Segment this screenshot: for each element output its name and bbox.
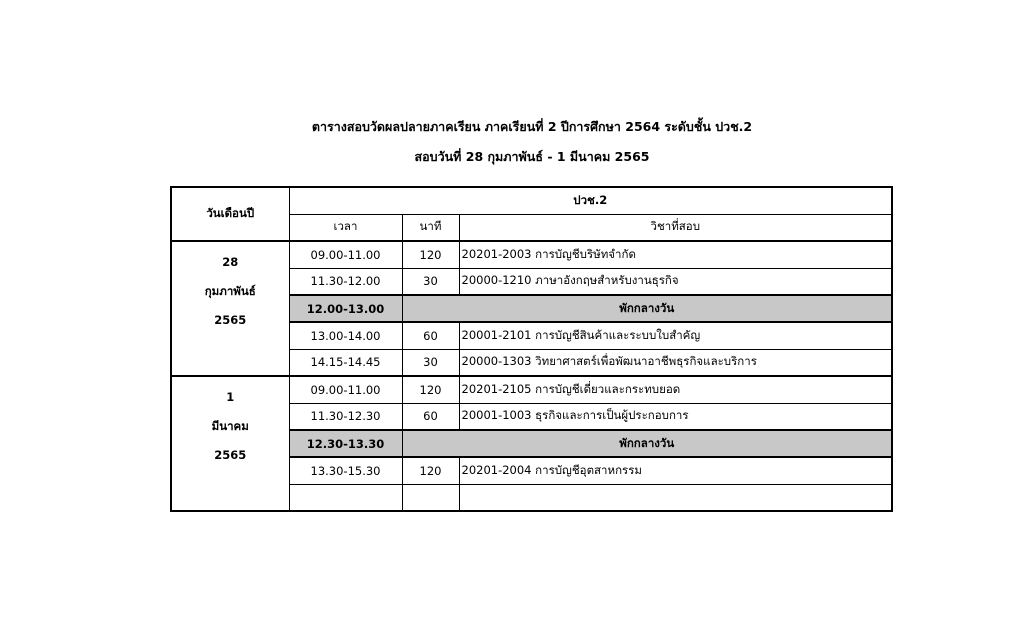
header-level: ปวช.2: [289, 187, 892, 214]
time-cell: 14.15-14.45: [289, 349, 402, 376]
date-year: 2565: [214, 448, 247, 462]
date-month: กุมภาพันธ์: [204, 284, 256, 298]
break-time-cell: 12.00-13.00: [289, 295, 402, 322]
time-cell: 11.30-12.30: [289, 403, 402, 430]
table-row: [171, 241, 892, 268]
time-cell: 09.00-11.00: [289, 376, 402, 403]
header-subject: วิชาที่สอบ: [459, 214, 892, 241]
subject-cell: 20000-1303 วิทยาศาสตร์เพื่อพัฒนาอาชีพธุรกิจและบริการ: [459, 349, 892, 376]
subject-cell: 20201-2105 การบัญชีเดี่ยวและกระทบยอด: [459, 376, 892, 403]
date-day: 1: [226, 390, 235, 404]
date-day: 28: [222, 255, 239, 269]
subject-cell: 20000-1210 ภาษาอังกฤษสำหรับงานธุรกิจ: [459, 268, 892, 295]
minutes-cell: 30: [402, 268, 459, 295]
minutes-cell: 30: [402, 349, 459, 376]
table-header-row-1: [171, 187, 892, 214]
subject-cell: 20001-1003 ธุรกิจและการเป็นผู้ประกอบการ: [459, 403, 892, 430]
document-title: ตารางสอบวัดผลปลายภาคเรียน ภาคเรียนที่ 2 ปีการศึกษา 2564 ระดับชั้น ปวช.2: [311, 119, 753, 134]
time-cell: 11.30-12.00: [289, 268, 402, 295]
break-time-cell: 12.30-13.30: [289, 430, 402, 457]
exam-schedule-table: [170, 186, 893, 512]
header-time: เวลา: [289, 214, 402, 241]
header-date: วันเดือนปี: [171, 187, 289, 241]
minutes-cell: 60: [402, 322, 459, 349]
minutes-cell: 120: [402, 241, 459, 268]
break-label-cell: พักกลางวัน: [402, 295, 892, 322]
document-subtitle: สอบวันที่ 28 กุมภาพันธ์ - 1 มีนาคม 2565: [414, 149, 650, 164]
time-cell: 13.30-15.30: [289, 457, 402, 484]
subject-cell: 20201-2003 การบัญชีบริษัทจำกัด: [459, 241, 892, 268]
date-year: 2565: [214, 313, 247, 327]
header-minutes: นาที: [402, 214, 459, 241]
time-cell: 09.00-11.00: [289, 241, 402, 268]
break-label-cell: พักกลางวัน: [402, 430, 892, 457]
date-month: มีนาคม: [211, 419, 249, 433]
subject-cell: [459, 484, 892, 511]
minutes-cell: [402, 484, 459, 511]
minutes-cell: 120: [402, 457, 459, 484]
subject-cell: 20001-2101 การบัญชีสินค้าและระบบใบสำคัญ: [459, 322, 892, 349]
time-cell: [289, 484, 402, 511]
minutes-cell: 60: [402, 403, 459, 430]
table-row: [171, 376, 892, 403]
minutes-cell: 120: [402, 376, 459, 403]
date-cell-day2: [171, 376, 289, 511]
time-cell: 13.00-14.00: [289, 322, 402, 349]
subject-cell: 20201-2004 การบัญชีอุตสาหกรรม: [459, 457, 892, 484]
date-cell-day1: [171, 241, 289, 376]
